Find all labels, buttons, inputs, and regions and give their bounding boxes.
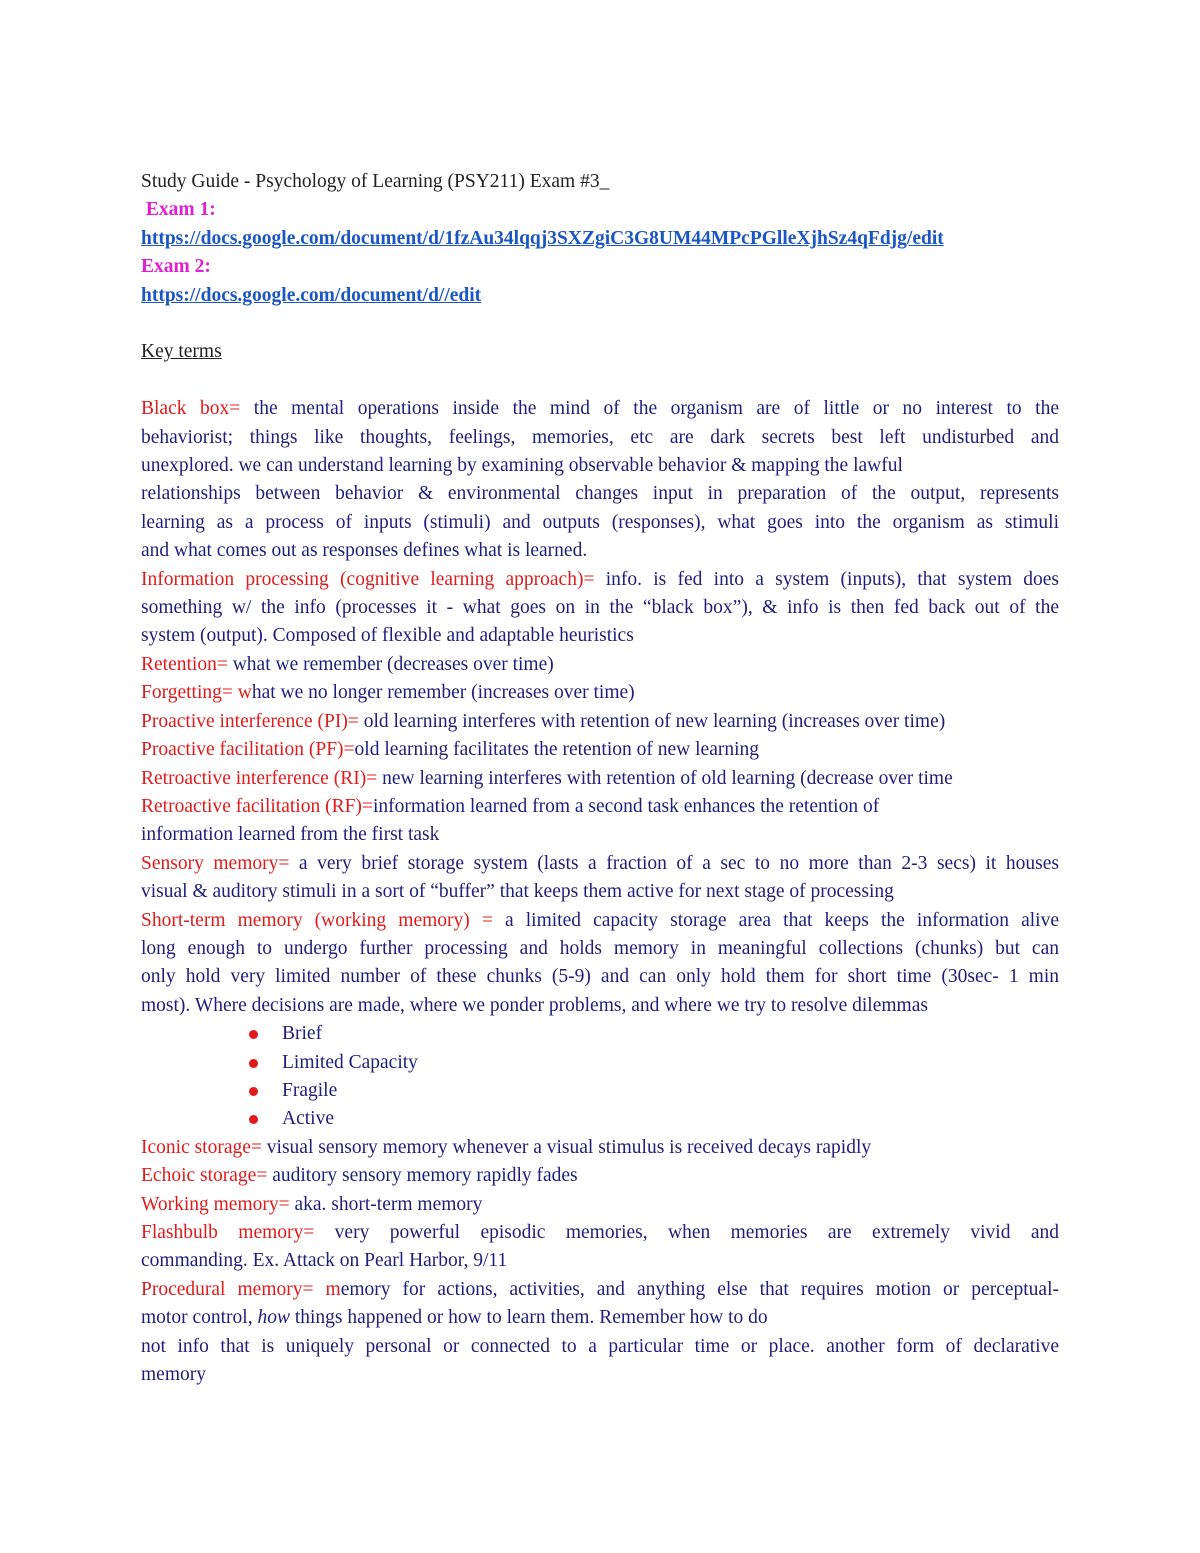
entry-line: unexplored. we can understand learning by examining observable behavior & mapping the lawful	[141, 455, 903, 477]
entry-retroactive-facilitation	[141, 793, 1059, 850]
list-item-text: Limited Capacity	[282, 1051, 418, 1073]
term-label: Proactive interference (PI)=	[141, 710, 359, 732]
entry-flashbulb-memory	[141, 1219, 1059, 1276]
definition-text: a very brief storage system (lasts a fraction of a sec to no more than 2-3 secs) it houses	[289, 852, 1059, 874]
exam2-label: Exam 2:	[141, 256, 211, 278]
entry-information-processing	[141, 566, 1059, 651]
exam2-link-row	[141, 282, 1059, 310]
entry-line	[141, 1276, 1059, 1304]
entry-line: commanding. Ex. Attack on Pearl Harbor, 9/11	[141, 1250, 508, 1272]
exam1-link[interactable]: https://docs.google.com/document/d/1fzAu34lqqj3SXZgiC3G8UM44MPcPGlleXjhSz4qFdjg/edit	[141, 227, 944, 249]
definition-text: things happened or how to learn them. Remember how to do	[289, 1307, 768, 1329]
definition-text: very powerful episodic memories, when memories are extremely vivid and	[314, 1222, 1060, 1243]
definition-text: emory for actions, activities, and anything else that requires motion or perceptual-	[340, 1278, 1059, 1300]
list-item-text: Brief	[282, 1023, 323, 1045]
term-label: Retention=	[141, 653, 228, 675]
definition-text: motor control,	[141, 1307, 258, 1329]
definition-text: hat we no longer remember (increases over time)	[251, 682, 635, 704]
term-label: Short-term memory (working memory) =	[141, 909, 493, 931]
term-label: Retroactive facilitation (RF)=	[141, 795, 373, 817]
definition-text: auditory sensory memory rapidly fades	[267, 1165, 578, 1187]
term-label: Sensory memory=	[141, 852, 290, 874]
term-label: Flashbulb memory=	[141, 1222, 315, 1243]
list-item	[141, 1020, 1059, 1048]
entry-line: system (output). Composed of flexible and adaptable heuristics	[141, 625, 634, 647]
entry-black-box	[141, 395, 1059, 565]
emphasis-text: how	[257, 1307, 290, 1329]
entry-line	[141, 395, 1059, 423]
entry-line: relationships between behavior & environmental changes input in preparation of the output, represents	[141, 483, 1059, 505]
term-label: Retroactive interference (RI)=	[141, 767, 378, 789]
stm-bullet-list	[141, 1020, 1059, 1134]
definition-text: visual sensory memory whenever a visual stimulus is received decays rapidly	[266, 1136, 872, 1158]
exam2-row	[141, 253, 1059, 281]
entry-line: learning as a process of inputs (stimuli) and outputs (responses), what goes into the organism as stimuli	[141, 511, 1059, 533]
bullet-icon	[249, 1087, 258, 1096]
exam1-link-row	[141, 225, 1059, 253]
entry-line	[141, 1219, 1059, 1247]
term-label: Iconic storage=	[141, 1136, 267, 1158]
entry-line: information learned from the first task	[141, 824, 440, 846]
entry-forgetting	[141, 679, 1059, 707]
entry-working-memory	[141, 1191, 1059, 1219]
entry-retention	[141, 651, 1059, 679]
spacer	[141, 367, 1059, 395]
list-item-text: Active	[282, 1108, 334, 1130]
entry-line: visual & auditory stimuli in a sort of “buffer” that keeps them active for next stage of processing	[141, 881, 894, 903]
entry-line: long enough to undergo further processing and holds memory in meaningful collections (chunks) but can	[141, 937, 1059, 959]
list-item-text: Fragile	[282, 1079, 338, 1101]
definition-text: what we remember (decreases over time)	[227, 653, 554, 675]
entry-iconic-storage	[141, 1134, 1059, 1162]
spacer	[141, 310, 1059, 338]
definition-text: old learning facilitates the retention of new learning	[354, 739, 760, 761]
entry-short-term-memory	[141, 907, 1059, 1134]
entry-procedural-memory	[141, 1276, 1059, 1390]
bullet-icon	[249, 1030, 258, 1039]
definition-text: aka. short-term memory	[289, 1193, 483, 1215]
definition-text: information learned from a second task enhances the retention of	[372, 795, 880, 817]
term-label: Procedural memory= m	[141, 1278, 341, 1300]
entry-proactive-facilitation	[141, 736, 1059, 764]
entry-line: and what comes out as responses defines what is learned.	[141, 540, 588, 562]
exam1-label: Exam 1:	[145, 199, 216, 221]
entry-line	[141, 850, 1059, 878]
entry-line	[141, 793, 1059, 821]
entry-line: something w/ the info (processes it - what goes on in the “black box”), & info is then fed back out of the	[141, 597, 1059, 619]
list-item	[141, 1105, 1059, 1133]
exam2-link[interactable]: https://docs.google.com/document/d//edit	[141, 284, 482, 306]
entry-line: behaviorist; things like thoughts, feelings, memories, etc are dark secrets best left undisturbed and	[141, 426, 1059, 448]
bullet-icon	[249, 1115, 258, 1124]
document-page	[141, 168, 1059, 1389]
term-label: Proactive facilitation (PF)=	[141, 739, 355, 761]
definition-text: the mental operations inside the mind of the organism are of little or no interest to the	[240, 398, 1060, 420]
entry-sensory-memory	[141, 850, 1059, 907]
definition-text: old learning interferes with retention of new learning (increases over time)	[358, 710, 946, 732]
entry-line: memory	[141, 1364, 206, 1386]
term-label: Working memory=	[141, 1193, 290, 1215]
entry-line: not info that is uniquely personal or connected to a particular time or place. another form of declarative	[141, 1335, 1059, 1357]
entry-line	[141, 907, 1059, 935]
entry-line	[141, 566, 1059, 594]
document-title: Study Guide - Psychology of Learning (PSY211) Exam #3_	[141, 171, 610, 192]
exam1-row	[141, 196, 1059, 224]
bullet-icon	[249, 1059, 258, 1068]
entry-line: most). Where decisions are made, where we ponder problems, and where we try to resolve dilemmas	[141, 994, 928, 1016]
list-item	[141, 1077, 1059, 1105]
term-label: Echoic storage=	[141, 1165, 268, 1187]
entry-echoic-storage	[141, 1162, 1059, 1190]
list-item	[141, 1049, 1059, 1077]
term-label: Information processing (cognitive learning approach)=	[141, 568, 595, 590]
term-label: Black box=	[141, 398, 241, 420]
definition-text: new learning interferes with retention of old learning (decrease over time	[377, 767, 953, 789]
term-label: Forgetting= w	[141, 682, 252, 704]
definition-text: info. is fed into a system (inputs), that system does	[594, 568, 1060, 590]
entry-line	[141, 1304, 1059, 1332]
entry-proactive-interference	[141, 708, 1059, 736]
key-terms-heading: Key terms	[141, 341, 222, 363]
definition-text: a limited capacity storage area that keeps the information alive	[492, 909, 1060, 931]
entry-retroactive-interference	[141, 765, 1059, 793]
key-terms-row	[141, 338, 1059, 366]
entry-line: only hold very limited number of these chunks (5-9) and can only hold them for short time (30sec- 1 min	[141, 966, 1059, 988]
